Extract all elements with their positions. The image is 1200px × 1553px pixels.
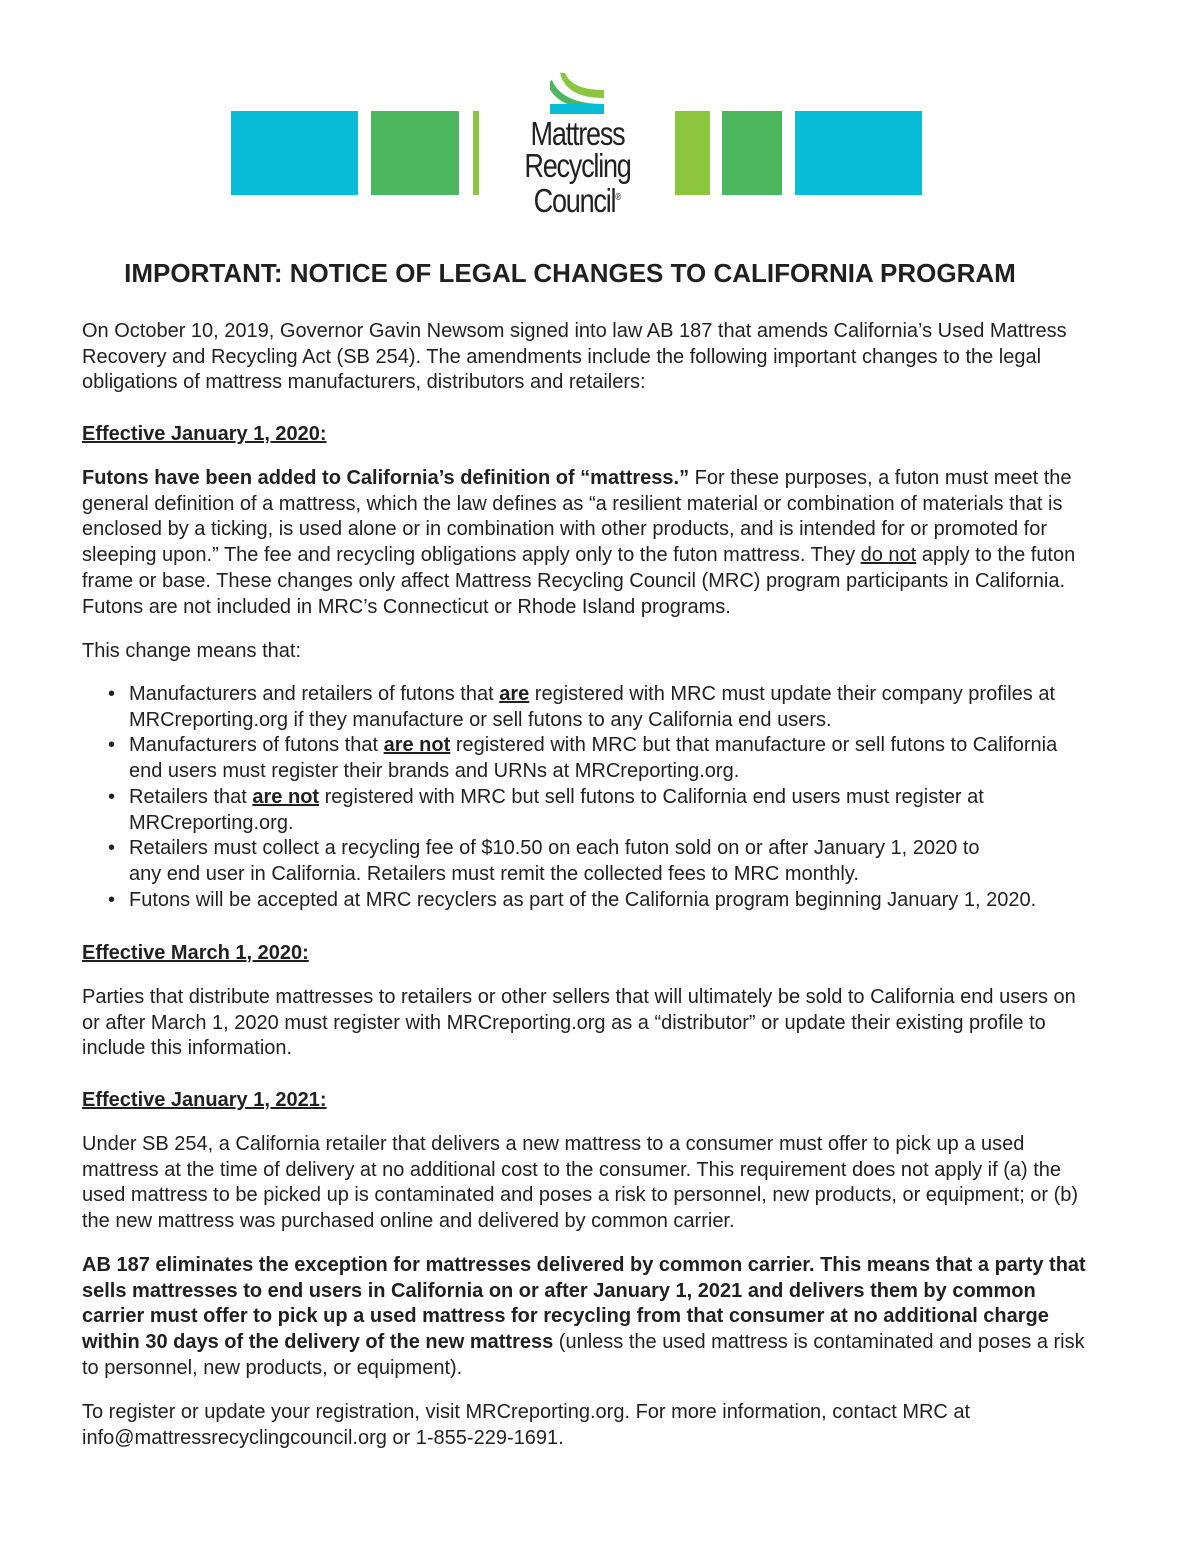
text: apply to the futon frame or base. These changes only affect Mattress Recycling Council (MRC) program participants in California. Futons are not included in MRC’s Connecticut or Rhode Island programs. bbox=[82, 544, 1076, 618]
section-heading: Effective January 1, 2021: bbox=[82, 1089, 327, 1111]
ab187-paragraph bbox=[82, 1253, 1087, 1382]
logo-bar-green-left bbox=[371, 111, 459, 195]
logo-line: Recycling bbox=[524, 147, 631, 184]
bold-text: Futons have been added to California’s definition of “mattress.” bbox=[82, 467, 690, 489]
list-item: • Futons will be accepted at MRC recyclers as part of the California program beginning January 1, 2020. bbox=[82, 888, 1087, 914]
logo-swoosh-icon bbox=[550, 70, 606, 116]
logo-bar-cyan-right bbox=[795, 111, 922, 195]
bullet-list bbox=[82, 682, 1087, 913]
section-heading: Effective January 1, 2020: bbox=[82, 423, 327, 445]
list-item: • Retailers must collect a recycling fee of $10.50 on each futon sold on or after January 1, 2020 to any end user in California. Retailers must remit the collected fees to MRC monthly. bbox=[82, 836, 1087, 887]
text: (unless the used mattress is contaminated and poses a risk to personnel, new products, or equipment). bbox=[82, 1331, 1085, 1379]
bold-text: AB 187 eliminates the exception for mattresses delivered by common carrier. This means that a party that sells mattresses to end users in California on or after January 1, 2021 and delivers them by common carrier must offer to pick up a used mattress for recycling from that consumer at no additional charge within 30 days of the delivery of the new mattress bbox=[82, 1254, 1086, 1354]
list-item: • Manufacturers of futons that are not registered with MRC but that manufacture or sell futons to California end users must register their brands and URNs at MRCreporting.org. bbox=[82, 733, 1087, 784]
contact-paragraph: To register or update your registration, visit MRCreporting.org. For more information, contact MRC at info@mattressrecyclingcouncil.org or 1-855-229-1691. bbox=[82, 1401, 971, 1449]
registered-mark: ® bbox=[615, 192, 622, 203]
distributor-paragraph: Parties that distribute mattresses to retailers or other sellers that will ultimately be sold to California end users on or after March 1, 2020 must register with MRCreporting.org as a “distributor” or update their existing profile to include this information. bbox=[82, 986, 1076, 1060]
logo-wordmark bbox=[518, 115, 637, 219]
page-title: IMPORTANT: NOTICE OF LEGAL CHANGES TO CALIFORNIA PROGRAM bbox=[124, 258, 1016, 288]
intro-paragraph: On October 10, 2019, Governor Gavin Newsom signed into law AB 187 that amends California’s Used Mattress Recovery and Recycling Act (SB 254). The amendments include the following important changes to the legal obligations of mattress manufacturers, distributors and retailers: bbox=[82, 320, 1067, 394]
underlined-text: do not bbox=[860, 544, 917, 567]
logo-bar-lime-left bbox=[473, 111, 479, 195]
list-item: • Manufacturers and retailers of futons that are registered with MRC must update their company profiles at MRCreporting.org if they manufacture or sell futons to any California end users. bbox=[82, 682, 1087, 733]
logo-bar-green-right bbox=[722, 111, 782, 195]
section-heading: Effective March 1, 2020: bbox=[82, 942, 309, 964]
logo-line: Mattress bbox=[530, 115, 625, 152]
logo-bar-cyan-left bbox=[231, 111, 358, 195]
text: For these purposes, a futon must meet the general definition of a mattress, which the law defines as “a resilient material or combination of materials that is enclosed by a ticking, is used alone or in combination with other products, and is intended for or promoted for sleeping upon.” The fee and recycling obligations apply only to the futon mattress. They bbox=[82, 467, 1072, 567]
logo-line: Council bbox=[533, 182, 616, 219]
sb254-paragraph: Under SB 254, a California retailer that delivers a new mattress to a consumer must offer to pick up a used mattress at the time of delivery at no additional cost to the consumer. This requirement does not apply if (a) the used mattress to be picked up is contaminated and poses a risk to personnel, new products, or equipment; or (b) the new mattress was purchased online and delivered by common carrier. bbox=[82, 1133, 1079, 1233]
logo-bar-lime-right bbox=[675, 111, 710, 195]
change-means-paragraph: This change means that: bbox=[82, 640, 302, 662]
futon-definition-paragraph bbox=[82, 466, 1087, 620]
list-item: • Retailers that are not registered with MRC but sell futons to California end users must register at MRCreporting.org. bbox=[82, 785, 1087, 836]
